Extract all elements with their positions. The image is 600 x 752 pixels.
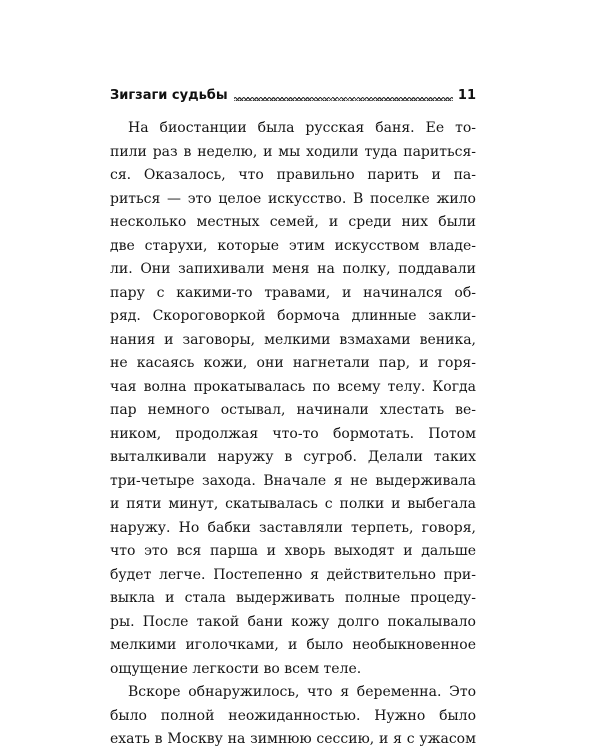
page-number: 11: [457, 88, 476, 103]
text-line: ехать в Москву на зимнюю сессию, и я с ужасом: [110, 731, 476, 747]
text-line: будет легче. Постепенно я действительно при-: [110, 566, 476, 583]
text-line: выталкивали наружу в сугроб. Делали таких: [110, 449, 476, 465]
text-line: три-четыре захода. Вначале я не выдерживала: [110, 472, 476, 489]
text-line: пили раз в неделю, и мы ходили туда париться-: [110, 143, 476, 160]
text-line: На биостанции была русская баня. Ее то-: [128, 120, 476, 136]
running-title: Зигзаги судьбы: [110, 88, 228, 103]
text-line: мелкими иголочками, и было необыкновенное: [110, 637, 476, 653]
text-line: две старухи, которые этим искусством владе-: [110, 237, 476, 254]
body-text: [110, 117, 476, 752]
text-line: ником, продолжая что-то бормотать. Потом: [110, 425, 476, 442]
text-line: ли. Они запихивали меня на полку, поддавали: [110, 261, 476, 277]
text-line: было полной неожиданностью. Нужно было: [110, 707, 476, 724]
text-line: ся. Оказалось, что правильно парить и па-: [110, 167, 476, 183]
running-header: [110, 83, 476, 103]
text-line: риться — это целое искусство. В поселке жило: [110, 190, 476, 207]
text-line: выкла и стала выдерживать полные процеду-: [110, 590, 476, 606]
text-line: пару с какими-то травами, и начинался об-: [110, 284, 476, 301]
text-line: пар немного остывал, начинали хлестать ве-: [110, 402, 476, 418]
text-line: нания и заговоры, мелкими взмахами веника,: [110, 331, 476, 348]
text-line: наружу. Но бабки заставляли терпеть, говоря,: [110, 519, 476, 536]
text-line: несколько местных семей, и среди них были: [110, 214, 476, 230]
text-line: ряд. Скороговоркой бормоча длинные закли-: [110, 308, 476, 324]
text-line: чая волна прокатывалась по всему телу. Когда: [110, 378, 476, 395]
text-line: и пяти минут, скатывалась с полки и выбегала: [110, 496, 476, 512]
text-line: не касаясь кожи, они нагнетали пар, и горя-: [110, 355, 476, 371]
text-line: ощущение легкости во всем теле.: [110, 660, 362, 677]
text-line: Вскоре обнаружилось, что я беременна. Это: [128, 684, 476, 700]
text-line: что это вся парша и хворь выходят и дальше: [110, 543, 476, 559]
decorative-rule: [234, 97, 453, 101]
text-line: ры. После такой бани кожу долго покалывало: [110, 613, 476, 630]
